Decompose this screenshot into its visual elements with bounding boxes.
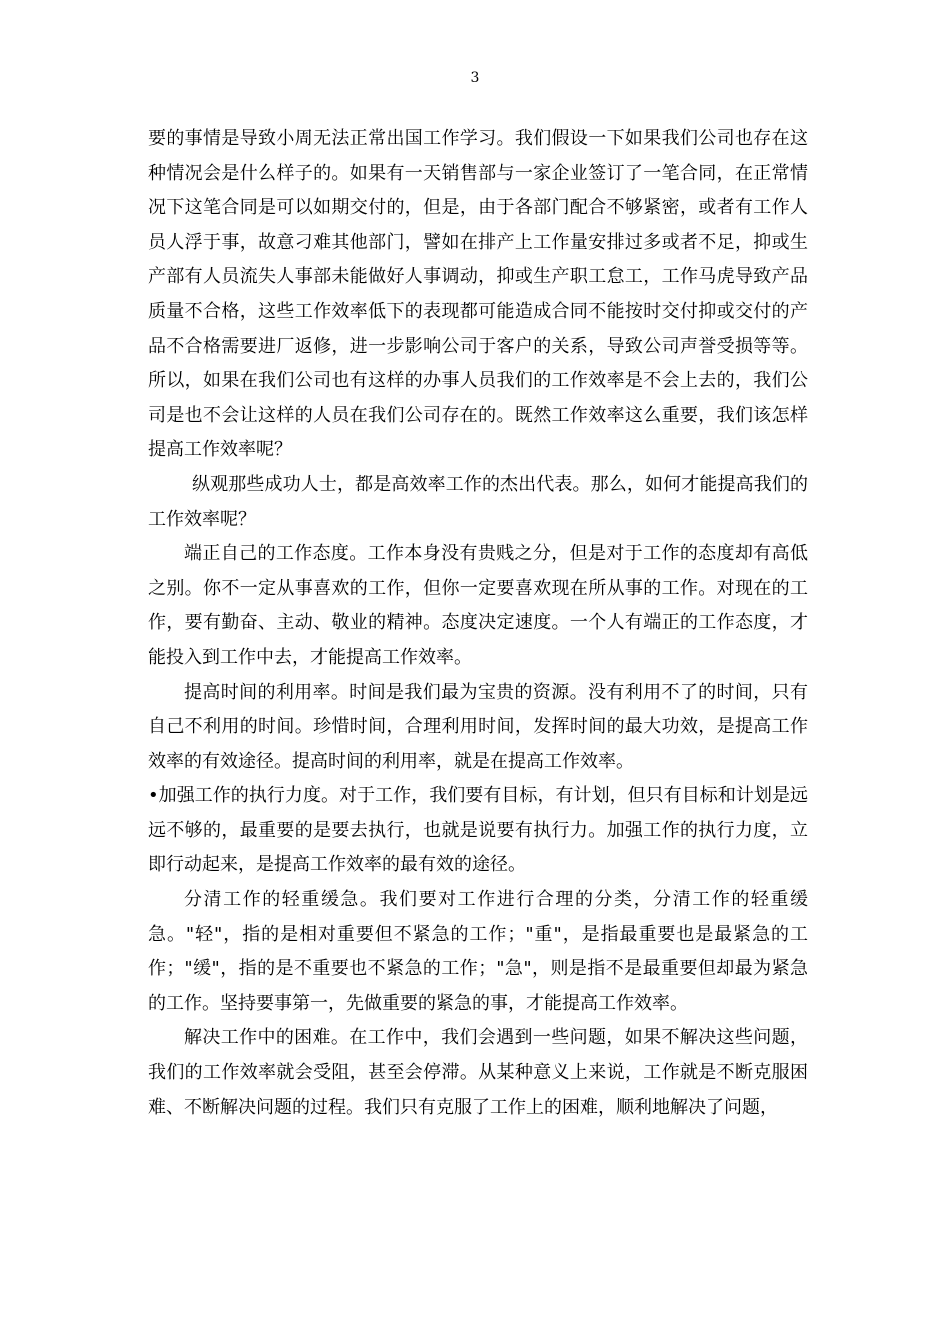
paragraph-continuation: 要的事情是导致小周无法正常出国工作学习。我们假设一下如果我们公司也存在这种情况会是什么样子的。如果有一天销售部与一家企业签订了一笔合同，在正常情况下这笔合同是可以如期交付的，但是，由于各部门配合不够紧密，或者有工作人员人浮于事，故意刁难其他部门，譬如在排产上工作量安排过多或者不足，抑或生产部有人员流失人事部未能做好人事调动，抑或生产职工怠工，工作马虎导致产品质量不合格，这些工作效率低下的表现都可能造成合同不能按时交付抑或交付的产品不合格需要进厂返修，进一步影响公司于客户的关系，导致公司声誉受损等等。所以，如果在我们公司也有这样的办事人员我们的工作效率是不会上去的，我们公司是也不会让这样的人员在我们公司存在的。既然工作效率这么重要，我们该怎样提高工作效率呢？ xyxy=(148,128,808,461)
paragraph-solve-difficulties: 解决工作中的困难。在工作中，我们会遇到一些问题，如果不解决这些问题，我们的工作效率就会受阻，甚至会停滞。从某种意义上来说，工作就是不断克服困难、不断解决问题的过程。我们只有克服了工作上的困难，顺利地解决了问题， xyxy=(148,1027,808,1118)
paragraph-time-usage: 提高时间的利用率。时间是我们最为宝贵的资源。没有利用不了的时间，只有自己不利用的时间。珍惜时间，合理利用时间，发挥时间的最大功效，是提高工作效率的有效途径。提高时间的利用率，就是在提高工作效率。 xyxy=(148,681,808,772)
paragraph-intro-question: 纵观那些成功人士，都是高效率工作的杰出代表。那么，如何才能提高我们的工作效率呢？ xyxy=(148,473,808,530)
document-body xyxy=(148,122,808,1125)
paragraph-execution: •加强工作的执行力度。对于工作，我们要有目标，有计划，但只有目标和计划是远远不够的，最重要的是要去执行，也就是说要有执行力。加强工作的执行力度，立即行动起来，是提高工作效率的最有效的途径。 xyxy=(148,785,808,876)
paragraph-priorities: 分清工作的轻重缓急。我们要对工作进行合理的分类，分清工作的轻重缓急。"轻"，指的是相对重要但不紧急的工作；"重"，是指最重要也是最紧急的工作；"缓"，指的是不重要也不紧急的工作；"急"，则是指不是最重要但却最为紧急的工作。坚持要事第一，先做重要的紧急的事，才能提高工作效率。 xyxy=(148,889,808,1014)
paragraph-work-attitude: 端正自己的工作态度。工作本身没有贵贱之分，但是对于工作的态度却有高低之别。你不一定从事喜欢的工作，但你一定要喜欢现在所从事的工作。对现在的工作，要有勤奋、主动、敬业的精神。态度决定速度。一个人有端正的工作态度，才能投入到工作中去，才能提高工作效率。 xyxy=(148,543,808,668)
page-number: 3 xyxy=(470,70,480,86)
